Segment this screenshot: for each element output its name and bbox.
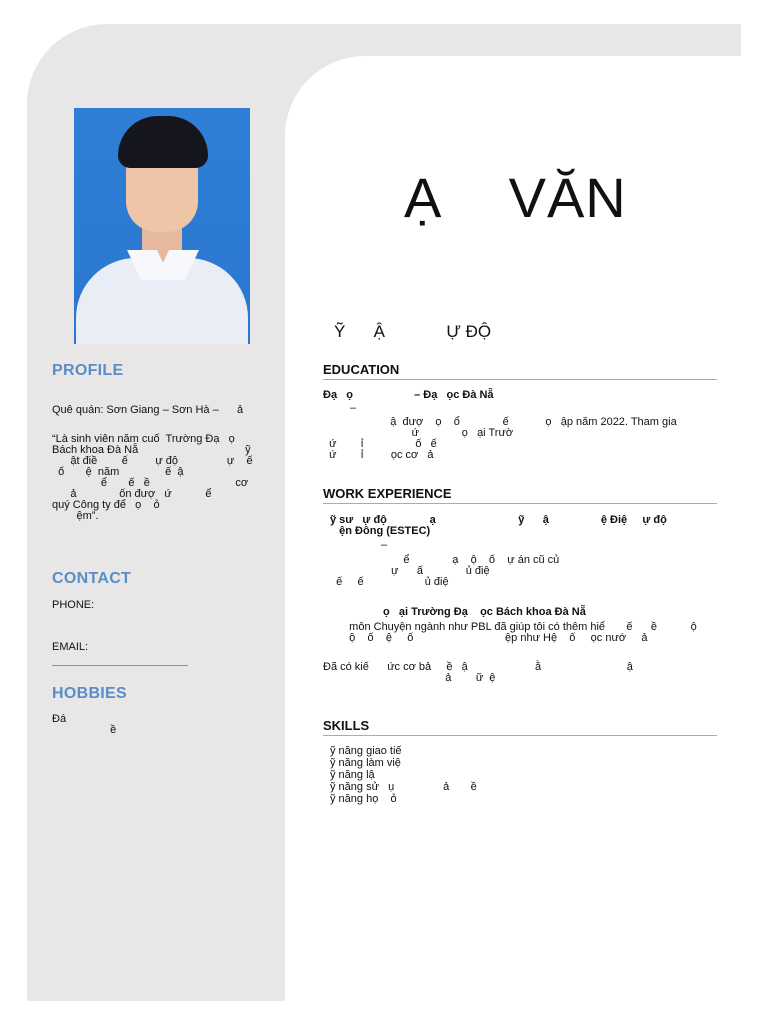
profile-heading: PROFILE xyxy=(52,362,124,379)
skills-heading: SKILLS xyxy=(323,718,717,736)
work-experience-heading: WORK EXPERIENCE xyxy=(323,486,717,504)
work-study-details: môn Chuyện ngành như PBL đã giúp tôi có thêm hiể ế ề ộ ộ ố ệ ố ệp như Hệ ố ọc nướ ả xyxy=(349,621,697,644)
work-study-title: ọ ại Trường Đạ ọc Bách khoa Đà Nẵ xyxy=(383,606,586,618)
contact-heading: CONTACT xyxy=(52,570,132,587)
profile-hometown: Quê quán: Sơn Giang – Sơn Hà – ả xyxy=(52,404,244,416)
work-dash: – xyxy=(381,539,388,551)
education-school: Đạ ọ – Đạ ọc Đà Nẵ xyxy=(323,389,494,401)
skill-item: ỹ năng sử ụ ả ề xyxy=(330,781,477,793)
candidate-name: Ạ VĂN xyxy=(404,166,627,229)
skill-item: ỹ năng lậ xyxy=(330,769,375,781)
skill-item: ỹ năng làm việ xyxy=(330,757,401,769)
education-details: ậ đượ ọ ổ ế ọ ập năm 2022. Tham gia ứ ọ ại Trườ ứ ỉ ố ế ứ ỉ ọc cơ ả xyxy=(329,416,677,461)
work-job-title: ỹ sư ự độ ạ ỹ ậ ệ Điệ ự độ ện Đông (ESTEC) xyxy=(330,514,667,537)
candidate-title: Ỹ Ậ Ự ĐỘ xyxy=(334,322,492,341)
hobbies-heading: HOBBIES xyxy=(52,685,127,702)
contact-phone-label: PHONE: xyxy=(52,599,95,611)
hobbies-text: Đá ề xyxy=(52,713,117,736)
contact-email-label: EMAIL: xyxy=(52,641,89,653)
education-dash: – xyxy=(350,402,357,414)
work-job-details: ể ạ ộ ố ự án cũ củ ự ấ ủ điệ ế ế ủ điệ xyxy=(336,554,560,588)
profile-photo xyxy=(74,108,250,344)
photo-hair xyxy=(118,116,208,168)
contact-divider xyxy=(52,665,188,666)
skill-item: ỹ năng họ ỏ xyxy=(330,793,397,805)
work-knowledge: Đã có kiế ức cơ bả ề ậ ằ ậ ả ữ ệ xyxy=(323,661,633,684)
education-heading: EDUCATION xyxy=(323,362,717,380)
profile-quote: “Là sinh viên năm cuố Trường Đạ ọ Bách khoa Đà Nẵ ỹ ật điề ế ự độ ự ế ố ệ năm ế ậ ể ế ề cơ ả ốn đượ ứ ể quý Công ty để ọ ỏ ệm”. xyxy=(52,433,253,522)
skill-item: ỹ năng giao tiế xyxy=(330,745,402,757)
